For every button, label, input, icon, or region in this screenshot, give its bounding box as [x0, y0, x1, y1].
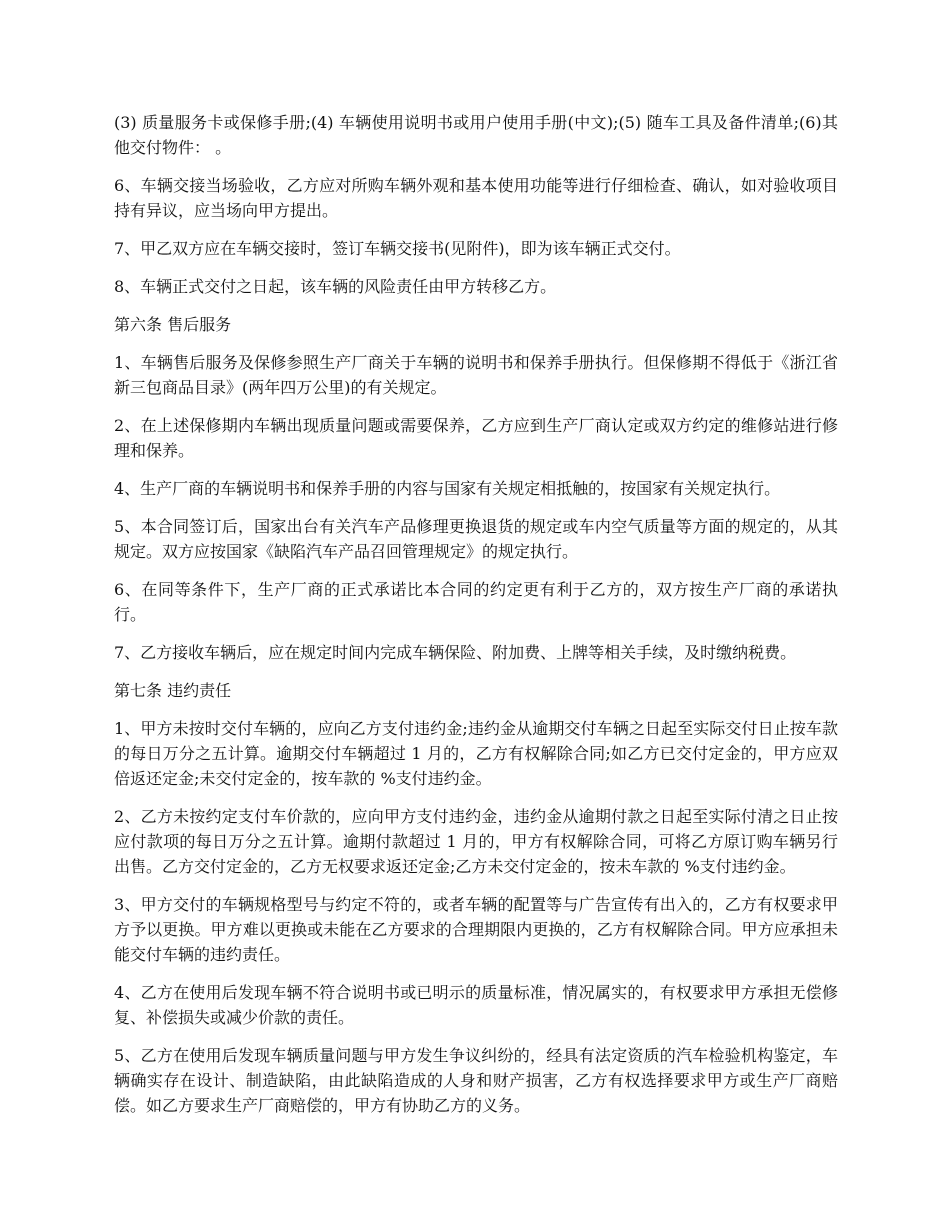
section-heading: 第六条 售后服务: [114, 315, 232, 334]
paragraph: 5、本合同签订后，国家出台有关汽车产品修理更换退货的规定或车内空气质量等方面的规定的，从其规定。双方应按国家《缺陷汽车产品召回管理规定》的规定执行。: [114, 517, 838, 561]
paragraph: 1、车辆售后服务及保修参照生产厂商关于车辆的说明书和保养手册执行。但保修期不得低于《浙江省新三包商品目录》(两年四万公里)的有关规定。: [114, 353, 838, 397]
paragraph: 8、车辆正式交付之日起，该车辆的风险责任由甲方转移乙方。: [114, 277, 557, 296]
paragraph: 5、乙方在使用后发现车辆质量问题与甲方发生争议纠纷的，经具有法定资质的汽车检验机构鉴定，车辆确实存在设计、制造缺陷，由此缺陷造成的人身和财产损害，乙方有权选择要求甲方或生产厂商赔偿。如乙方要求生产厂商赔偿的，甲方有协助乙方的义务。: [114, 1046, 838, 1115]
paragraph: 3、甲方交付的车辆规格型号与约定不符的，或者车辆的配置等与广告宣传有出入的，乙方有权要求甲方予以更换。甲方难以更换或未能在乙方要求的合理期限内更换的，乙方有权解除合同。甲方应承担未能交付车辆的违约责任。: [114, 895, 838, 964]
section-heading: 第七条 违约责任: [114, 681, 232, 700]
paragraph: 7、乙方接收车辆后，应在规定时间内完成车辆保险、附加费、上牌等相关手续，及时缴纳税费。: [114, 643, 797, 662]
paragraph: (3) 质量服务卡或保修手册;(4) 车辆使用说明书或用户使用手册(中文);(5) 随车工具及备件清单;(6)其他交付物件： 。: [114, 113, 838, 157]
paragraph: 2、乙方未按约定支付车价款的，应向甲方支付违约金，违约金从逾期付款之日起至实际付清之日止按应付款项的每日万分之五计算。逾期付款超过 1 月的，甲方有权解除合同，可将乙方原订购车辆另行出售。乙方交付定金的，乙方无权要求返还定金;乙方未交付定金的，按未车款的 %支付违约金。: [114, 807, 838, 876]
document-page: [114, 110, 838, 1131]
paragraph: 2、在上述保修期内车辆出现质量问题或需要保养，乙方应到生产厂商认定或双方约定的维修站进行修理和保养。: [114, 416, 838, 460]
paragraph: 1、甲方未按时交付车辆的，应向乙方支付违约金;违约金从逾期交付车辆之日起至实际交付日止按车款的每日万分之五计算。逾期交付车辆超过 1 月的，乙方有权解除合同;如乙方已交付定金的，甲方应双倍返还定金;未交付定金的，按车款的 %支付违约金。: [114, 719, 838, 788]
paragraph: 6、在同等条件下，生产厂商的正式承诺比本合同的约定更有利于乙方的，双方按生产厂商的承诺执行。: [114, 580, 838, 624]
paragraph: 6、车辆交接当场验收，乙方应对所购车辆外观和基本使用功能等进行仔细检查、确认，如对验收项目持有异议，应当场向甲方提出。: [114, 176, 838, 220]
paragraph: 4、乙方在使用后发现车辆不符合说明书或已明示的质量标准，情况属实的，有权要求甲方承担无偿修复、补偿损失或减少价款的责任。: [114, 983, 838, 1027]
paragraph: 7、甲乙双方应在车辆交接时，签订车辆交接书(见附件)，即为该车辆正式交付。: [114, 239, 681, 258]
paragraph: 4、生产厂商的车辆说明书和保养手册的内容与国家有关规定相抵触的，按国家有关规定执行。: [114, 479, 781, 498]
